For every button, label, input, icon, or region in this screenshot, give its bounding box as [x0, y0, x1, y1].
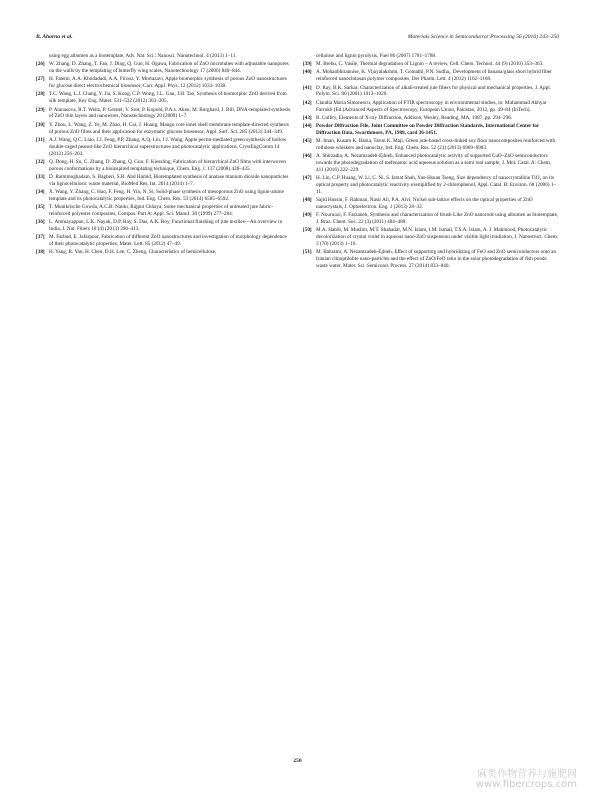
reference-entry — [36, 249, 292, 256]
reference-number: [36] — [36, 219, 45, 226]
reference-number: [39] — [303, 61, 312, 68]
reference-entry — [303, 69, 559, 83]
reference-number: [34] — [36, 188, 45, 195]
reference-number: [26] — [36, 61, 45, 68]
reference-text: H. Lin, C.P. Huang, W. Li, C. Ni, S. Ismat Shah, Yao-Hsuan Tseng, Size dependency of nanocrystalline TiO₂ on its optical property and photocatalytic reactivity exemplified by 2-chlorophenol, Appl. Catal. B: Environ. 68 (2006) 1–11. — [316, 175, 557, 195]
reference-entry — [303, 53, 559, 60]
reference-text: L. Ammayappan, L.K. Nayak, D.P. Ray, S. Das, A.K. Roy, Functional finishing of jute textiles—An overview in India, J. Nat. Fibers 10 (4) (2013) 390–413. — [49, 219, 283, 233]
reference-number: [46] — [303, 153, 312, 160]
reference-text: A. Mohanbhirannise, K. Vijayalakshmi, T. Gomathi, P.N. Sudha,, Development of banana/glass short hybrid fiber reinforced nanochitosan polymer composites, Der Pharm. Lett. 4 (2012) 1162–1168. — [316, 69, 552, 83]
reference-entry — [36, 159, 292, 173]
reference-entry — [36, 174, 292, 188]
reference-number: [30] — [36, 121, 45, 128]
reference-entry — [36, 76, 292, 90]
reference-text: F. Nouruozi, F. Farzaneh, Synthesis and characterization of brush-Like ZnO nanorods using albumen as biotemplate, J. Braz. Chem. Soc. 22 (3) (2011) 484–488. — [316, 212, 559, 226]
reference-text: Y. Zhou, L. Wang, Z. Ye, M. Zhao, H. Cai, J. Huang, Mango core inner shell membrane template-directed synthesis of porous ZnO films and their application for enzymatic glucose biosensor, Appl. Surf. Sci. 285 (2013) 344–349. — [49, 121, 289, 135]
reference-number: [50] — [303, 227, 312, 234]
reference-number: [49] — [303, 212, 312, 219]
reference-entry — [36, 219, 292, 233]
reference-entry — [303, 249, 559, 270]
reference-number — [303, 53, 316, 60]
reference-number: [43] — [303, 114, 312, 121]
reference-number: [40] — [303, 69, 312, 76]
reference-text: M.A. Habib, M. Muslim, M.T. Shahadat, M.N. Islam, I.M. Ismail, T.S.A. Islam, A. J. Mahmood, Photocatalytic decolorization of crystal violet in aqueous nano-ZnO suspension under visible light irradiation, J. Nanostruct. Chem. 3 (70) (2013) 1–10. — [316, 227, 559, 248]
reference-text: H. Fatemi, A.A. Khodadadi, A.A. Firooz, Y. Mortazavi, Apple biomorphic synthesis of porous ZnO nanostructures for glucose direct electrochemical biosensor, Curr. Appl. Phys. 12 (2012) 1033–1038. — [49, 76, 287, 90]
reference-number: [33] — [36, 173, 45, 180]
reference-text: A. Shirzadia, A. Nezamzadeh-Ejhieh, Enhanced photocatalytic activity of supported CuO–ZnO semiconductors towards the photodegradation of mefenamic acid aqueous solution as a semi real sample, J. Mol. Catal. A: Chem. 411 (2016) 222–229. — [316, 153, 552, 173]
reference-number: [44] — [303, 122, 312, 129]
reference-number: [32] — [36, 158, 45, 165]
site-watermark — [476, 770, 577, 790]
reference-text: X. Wang, Y. Zhang, C. Hao, F. Feng, H. Yin, N. Si, Solid-phase synthesis of mesoporous ZnO using lignin-amine template and its photocatalytic properties, Ind. Eng. Chem. Res. 53 (2014) 6585–6592. — [49, 188, 284, 202]
reference-number — [36, 53, 49, 60]
reference-text: Q. Dong, H. Su, C. Zhang, D. Zhang, Q. Guo, F. Kiessling, Fabrication of hierarchical ZnO films with interwoven porous conformations by a bioinspired templating technique, Chem. Eng. J. 137 (2008) 428–435. — [49, 158, 287, 172]
reference-number: [41] — [303, 84, 312, 91]
reference-text: W. Zhang, D. Zhang, T. Fan, J. Ding, Q. Guo, H. Ogawa, Fabrication of ZnO microtubes with adjustable nanopores on the walls by the templating of butterfly wing scales, Nanotechnology 17 (2006) 840–844. — [49, 61, 289, 75]
references-right-column — [303, 53, 559, 271]
reference-text: M. Iman, Kusam K. Bania, Tarun K. Maji, Green jute-based cross-linked soy flour nanocomposites reinforced with cellulose whiskers and nanoclay, Ind. Eng. Chem. Res. 52 (21) (2013) 6969–6983. — [316, 138, 556, 151]
reference-number: [28] — [36, 91, 45, 98]
reference-text: H. Yang, R. Yan, H. Chen, D.H. Lee, C. Zheng, Characteristics of hemicellulose, — [49, 249, 217, 256]
reference-number: [38] — [36, 249, 45, 256]
reference-text: M. Farbod, E. Jafarpoor, Fabrication of different ZnO nanostructures and investigation of morphology dependence of their photocatalytic properties, Mater. Lett. 85 (2012) 47–49. — [49, 234, 287, 248]
reference-entry — [303, 61, 559, 68]
reference-entry — [36, 122, 292, 136]
reference-text: Powder Diffraction File, Joint Committee on Powder Diffraction Standards, International Center for Diffraction Data, Swarthmore, PA, 1988, card 36-1451. — [316, 122, 540, 136]
reference-number: [42] — [303, 99, 312, 106]
reference-text: Claudia Maria Simonescu, Application of FTIR spectroscopy in environmental studies, in: Muhammad Akhyar Farrukh (Ed.)Advanced Aspects of Spectroscopy, European Union, Pakistan, 2012, pp. 49–84 (InTech). — [316, 99, 547, 113]
reference-entry — [36, 137, 292, 158]
reference-number: [45] — [303, 138, 312, 145]
reference-number: [35] — [36, 204, 45, 211]
reference-entry — [36, 107, 292, 121]
reference-number: [51] — [303, 249, 312, 256]
reference-text: T. Munikrische Gowda, A.C.B. Naidu, Rajput Chhaya, Some mechanical properties of untreated jute fabric-reinforced polyester composites, Compos. Part A: Appl. Sci. Manuf. 30 (1999) 277–284. — [49, 204, 274, 217]
reference-text: using egg albumen as a biotemplate, Adv. Nat. Sci.: Nanosci. Nanotechnol. 4 (2013) 1–11. — [49, 53, 237, 59]
reference-entry — [36, 234, 292, 248]
reference-entry — [36, 204, 292, 218]
reference-entry — [36, 91, 292, 105]
reference-entry — [303, 175, 559, 196]
reference-number: [27] — [36, 76, 45, 83]
watermark-url: www.fibercrops.com — [475, 779, 577, 790]
reference-number: [37] — [36, 234, 45, 241]
reference-text: Sajid Hussin, F. Rahman, Nasir Ali, P.A. Alvi, Nickel sub-lattice effects on the optical properties of ZnO nanocrystals, J. Optoelectron. Eng. 1 (2013) 28–32. — [316, 197, 533, 211]
reference-text: D. Ray, B.K. Sarkar, Characterization of alkali-treated jute fibers for physical and mechanical properties, J. Appl. Polym. Sci. 80 (2001) 1013–1020. — [316, 84, 551, 98]
reference-entry — [36, 189, 292, 203]
reference-entry — [303, 100, 559, 114]
page-number: 250 — [293, 758, 302, 764]
reference-entry — [36, 61, 292, 75]
reference-entry — [303, 138, 559, 152]
reference-entry — [303, 197, 559, 211]
reference-text: P. Atanasova, R.T. Weitz, P. Gerstel, V. Srot, P. Kopold, P.A.v. Aken, M. Burghard, J. Bill, DNA-templated synthesis of ZnO thin layers and nanowires, Nanotechnology 20 (2009) 1–7. — [49, 106, 291, 120]
reference-text: M. Bahrami, A. Nezamzadeh-Ejhieh, Effect of supporting and hybridizing of FeO and ZnO semiconductors onto an Iranian clinoptilolite nano-particles and the effect of ZnO/FeO ratio in the solar photodegradation of fish ponds waste water, Mater. Sci. Semicond. Process. 27 (2014) 833–840. — [316, 249, 557, 270]
reference-entry — [303, 227, 559, 248]
reference-text: D. Ramimoghadam, S. Bagheri, S.B. Abd Hamid, Biotemplated synthesis of anatase titanium dioxide nanoparticles via lignocellulosic waste material, BioMed Res. Int. 2014 (2014) 1–7. — [49, 173, 289, 187]
reference-entry — [303, 85, 559, 99]
reference-number: [48] — [303, 197, 312, 204]
reference-entry — [303, 212, 559, 226]
reference-entry — [303, 115, 559, 122]
running-header-authors: B. Aharna et al. — [36, 34, 73, 40]
reference-entry — [303, 123, 559, 137]
references-left-column — [36, 53, 292, 258]
reference-number: [47] — [303, 175, 312, 182]
reference-text: B. Cullity, Elements of X-ray Diffraction, Addison, Wesley, Reading, MA, 1987, pp. 294–296. — [316, 114, 513, 121]
running-header-journal: Materials Science in Semiconductor Processing 56 (2016) 243–250 — [407, 34, 559, 40]
reference-entry — [303, 153, 559, 174]
reference-number: [31] — [36, 136, 45, 143]
reference-text: T.C. Wang, L.J. Chang, Y. Jia, S. Kong, C.P. Wong, J.L. Gao, J.H. Tao, Synthesis of biomorphic ZnO derived from silk template, Key Eng. Mater. 531–532 (2012) 303–305. — [49, 91, 287, 105]
reference-text: cellulose and lignin pyrolysis, Fuel 86 (2007) 1781–1788. — [316, 53, 437, 59]
watermark-chinese-text: 麻类作物营养与施肥网 — [477, 769, 577, 780]
reference-text: M. Brebu, C. Vasile, Thermal degradation of Lignin – A review, Cell. Chem. Technol. 44 (9) (2010) 353–363. — [316, 61, 544, 68]
reference-text: A.J. Wang, Q.C. Liao, J.J. Feng, P.P. Zhang, A.Q. Lin, J.J. Wang, Apple pectin-mediated green synthesis of hollow double-caged peanut-like ZnO hierarchical superstructures and photocatalytic applications, CrystEngComm 14 (2012) 256–263. — [49, 136, 287, 157]
reference-entry — [36, 53, 292, 60]
reference-number: [29] — [36, 106, 45, 113]
